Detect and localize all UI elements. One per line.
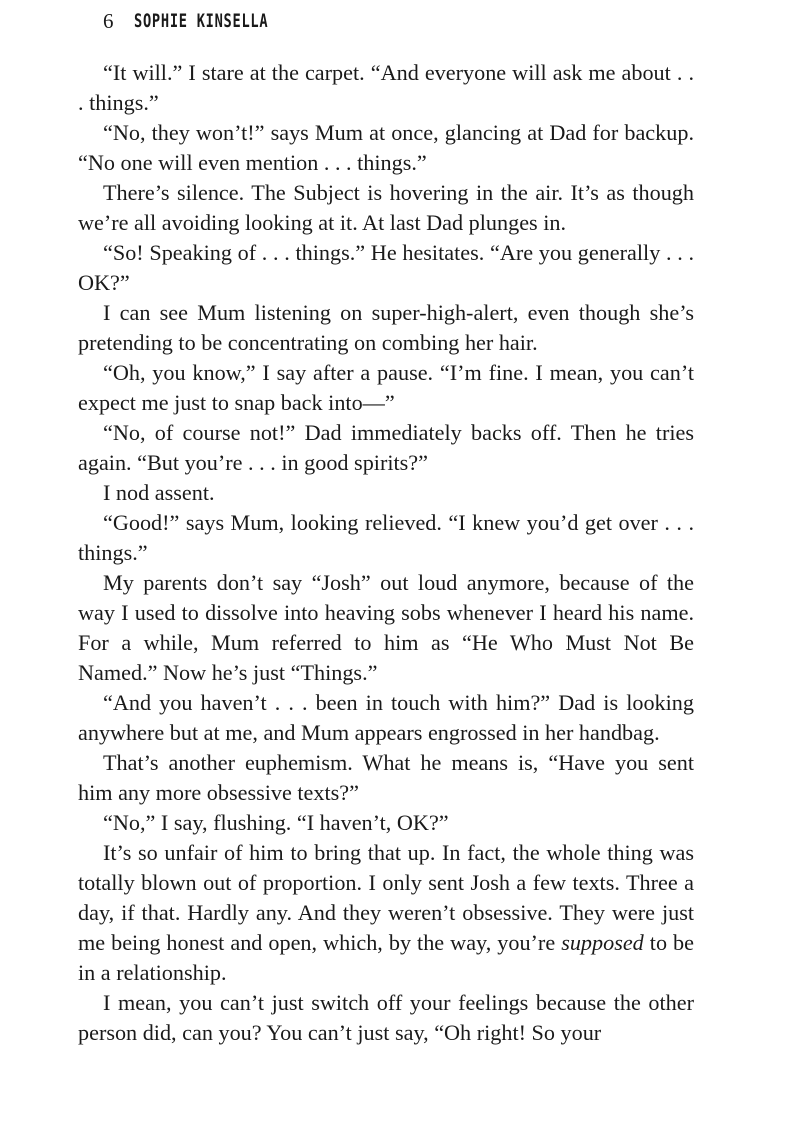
paragraph: I can see Mum listening on super-high-alert, even though she’s pretending to be concentrating on combing her hair. [78,300,694,355]
paragraph: “Oh, you know,” I say after a pause. “I’m fine. I mean, you can’t expect me just to snap back into—” [78,360,694,415]
paragraph-text-after-emphasis: to be in a relationship. [78,930,694,985]
paragraph: “No, they won’t!” says Mum at once, glancing at Dad for backup. “No one will even mention . . . things.” [78,120,694,175]
running-head [103,6,320,36]
paragraph: “No, of course not!” Dad immediately backs off. Then he tries again. “But you’re . . . in good spirits?” [78,420,694,475]
page-number: 6 [103,8,114,33]
paragraph: “No,” I say, flushing. “I haven’t, OK?” [103,810,449,835]
paragraph: I nod assent. [103,480,215,505]
paragraph: There’s silence. The Subject is hovering in the air. It’s as though we’re all avoiding looking at it. At last Dad plunges in. [78,180,694,235]
paragraph-text-before-emphasis: you’re [497,930,562,955]
paragraph: “It will.” I stare at the carpet. “And everyone will ask me about . . . things.” [78,60,694,115]
paragraph-with-emphasis [78,838,694,988]
paragraph: That’s another euphemism. What he means is, “Have you sent him any more obsessive texts?” [78,750,694,805]
author-name: SOPHIE KINSELLA [133,10,268,32]
emphasized-word: supposed [561,930,644,955]
paragraph: I mean, you can’t just switch off your feelings because the other person did, can you? You can’t just say, “Oh right! So your [78,990,694,1045]
body-text [78,58,694,1048]
paragraph: “And you haven’t . . . been in touch with him?” Dad is looking anywhere but at me, and Mum appears engrossed in her handbag. [78,690,694,745]
paragraph: “So! Speaking of . . . things.” He hesitates. “Are you generally . . . OK?” [78,240,694,295]
paragraph: My parents don’t say “Josh” out loud anymore, because of the way I used to dissolve into heaving sobs whenever I heard his name. For a while, Mum referred to him as “He Who Must Not Be Named.” Now he’s just “Things.” [78,570,694,685]
paragraph: “Good!” says Mum, looking relieved. “I knew you’d get over . . . things.” [78,510,694,565]
paragraph-text: It’s so unfair of him to bring that up. In fact, the whole thing was totally blown out of proportion. I only sent Josh a few texts. Three a day, if that. Hardly any. And they weren’t obsessive. They were just me being honest and open, which, by the way, [78,840,694,955]
